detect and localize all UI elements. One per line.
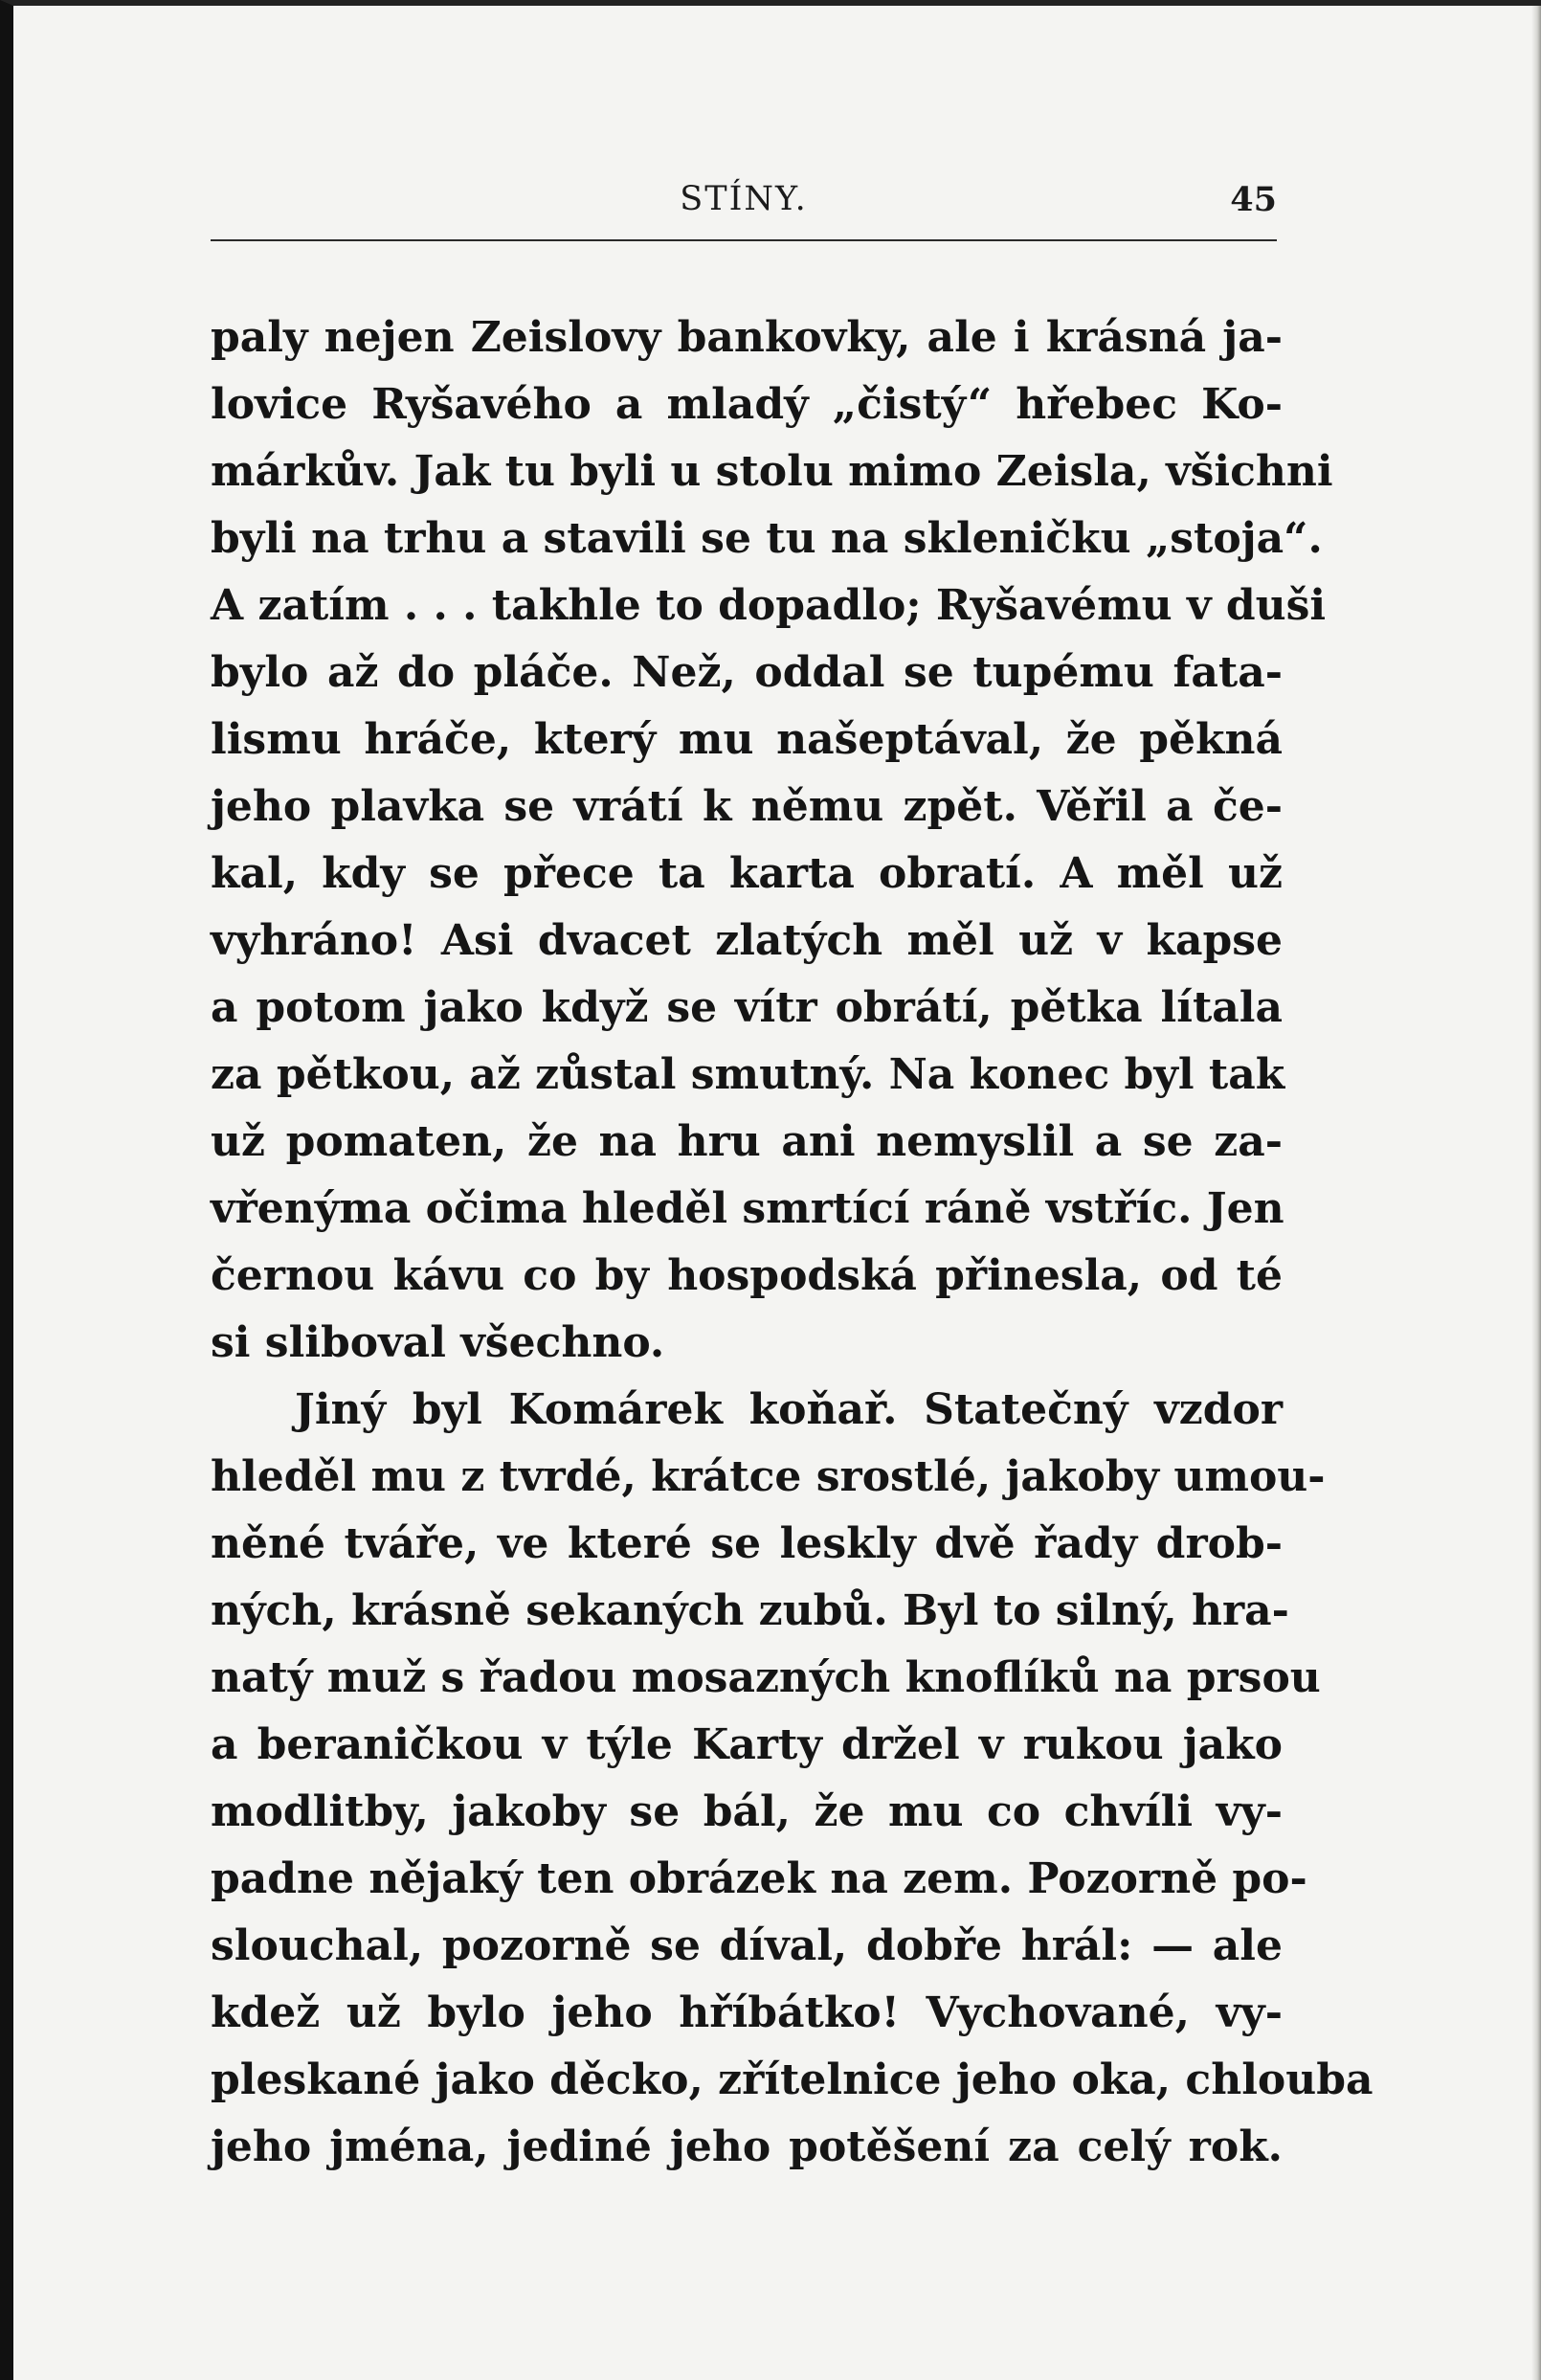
text-line: kdež už bylo jeho hříbátko! Vychované, vy-: [211, 1988, 1283, 2037]
running-header: [211, 174, 1277, 239]
text-line: a beraničkou v týle Karty držel v rukou jako: [211, 1720, 1283, 1769]
text-line: márkův. Jak tu byli u stolu mimo Zeisla, všichni: [211, 447, 1333, 496]
text-line: modlitby, jakoby se bál, že mu co chvíli vy-: [211, 1787, 1283, 1836]
text-line: slouchal, pozorně se díval, dobře hrál: — ale: [211, 1921, 1283, 1970]
text-line: lovice Ryšavého a mladý „čistý“ hřebec Ko-: [211, 380, 1283, 429]
text-line: kal, kdy se přece ta karta obratí. A měl už: [211, 849, 1283, 898]
text-line: hleděl mu z tvrdé, krátce srostlé, jakoby umou-: [211, 1452, 1326, 1501]
text-line: ných, krásně sekaných zubů. Byl to silný, hra-: [211, 1586, 1289, 1635]
body-text: [211, 304, 1374, 2181]
text-line: za pětkou, až zůstal smutný. Na konec byl tak: [211, 1050, 1285, 1099]
text-line: jeho plavka se vrátí k němu zpět. Věřil a če-: [211, 782, 1283, 831]
running-title: STÍNY.: [680, 180, 808, 218]
text-line: padne nějaký ten obrázek na zem. Pozorně po-: [211, 1854, 1307, 1903]
text-line: lismu hráče, který mu našeptával, že pěkná: [211, 715, 1283, 764]
text-line: A zatím . . . takhle to dopadlo; Ryšavému v duši: [211, 581, 1327, 630]
text-line: pleskané jako děcko, zřítelnice jeho oka, chlouba: [211, 2055, 1374, 2104]
text-line: a potom jako když se vítr obrátí, pětka lítala: [211, 983, 1283, 1032]
page-edge: [1532, 6, 1535, 2380]
text-line: byli na trhu a stavili se tu na skleničku „stoja“.: [211, 514, 1323, 563]
paragraph-2: [211, 1377, 1374, 2181]
header-rule: [211, 239, 1277, 241]
text-line: Jiný byl Komárek koňař. Statečný vzdor: [295, 1385, 1283, 1434]
text-line: něné tváře, ve které se leskly dvě řady drob-: [211, 1519, 1283, 1568]
text-line: černou kávu co by hospodská přinesla, od té: [211, 1251, 1283, 1300]
text-line: už pomaten, že na hru ani nemyslil a se za-: [211, 1117, 1283, 1166]
text-line: vyhráno! Asi dvacet zlatých měl už v kapse: [211, 916, 1283, 965]
page-number: 45: [1230, 180, 1277, 219]
text-line: jeho jména, jediné jeho potěšení za celý rok.: [211, 2122, 1283, 2171]
paragraph-1: [211, 304, 1333, 1377]
text-line: si sliboval všechno.: [211, 1318, 665, 1367]
text-line: bylo až do pláče. Než, oddal se tupému fata-: [211, 648, 1283, 697]
text-line: vřenýma očima hleděl smrtící ráně vstříc. Jen: [211, 1184, 1284, 1233]
text-line: paly nejen Zeislovy bankovky, ale i krásná ja-: [211, 313, 1283, 362]
text-line: natý muž s řadou mosazných knoflíků na prsou: [211, 1653, 1321, 1702]
